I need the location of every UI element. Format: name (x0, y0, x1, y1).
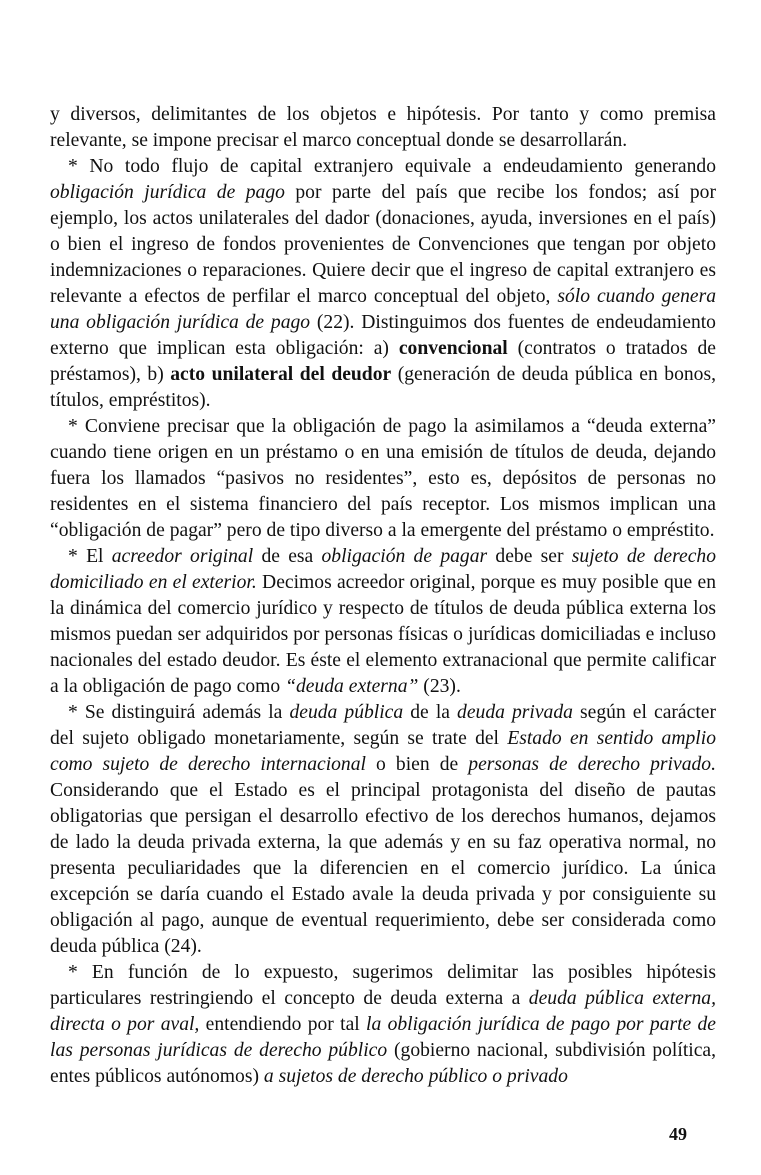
paragraph (50, 102, 716, 154)
text-segment: obligación de pagar (321, 546, 488, 567)
paragraph (50, 700, 716, 960)
text-segment: obligación jurídica de pago (50, 182, 285, 203)
text-segment: (generación de deuda pública en bonos, títulos, empréstitos). (50, 364, 716, 411)
text-segment: convencional (398, 338, 508, 359)
paragraph (50, 960, 716, 1090)
paragraph (50, 544, 716, 700)
text-segment: (23). (418, 676, 461, 697)
text-segment: * No todo flujo de capital extranjero equivale a endeudamiento generando (68, 156, 716, 177)
text-segment: a sujetos de derecho público o privado (263, 1066, 568, 1087)
text-segment: acreedor original (111, 546, 254, 567)
paragraph (50, 154, 716, 414)
text-segment: la obligación jurídica de pago por parte de las personas jurídicas de derecho público (50, 1014, 717, 1061)
text-segment: según el carácter del sujeto obligado monetariamente, según se trate del (50, 702, 716, 749)
page-number: 49 (669, 1124, 687, 1144)
text-segment: sujeto de derecho domiciliado en el exterior. (50, 546, 716, 593)
text-segment: deuda pública externa, directa o por aval, (50, 988, 716, 1035)
text-segment: “deuda externa” (285, 676, 419, 697)
text-segment: Estado en sentido amplio como sujeto de derecho internacional (50, 728, 716, 775)
text-segment: personas de derecho privado. (468, 754, 716, 775)
paragraph (50, 414, 716, 544)
text-segment: Decimos acreedor original, porque es muy posible que en la dinámica del comercio jurídico y respecto de títulos de deuda pública externa los mismos puedan ser adquiridos por personas físicas o jurídicas domiciliadas e incluso nacionales del estado deudor. Es éste el elemento extranacional que permite calificar a la obligación de pago como (50, 572, 716, 697)
text-segment: acto unilateral del deudor (170, 364, 392, 385)
text-segment: * El (68, 546, 112, 567)
text-segment: entendiendo por tal (199, 1014, 367, 1035)
text-segment: o bien de (365, 754, 469, 775)
text-segment: de esa (253, 546, 322, 567)
text-segment: por parte del país que recibe los fondos; así por ejemplo, los actos unilaterales del dador (donaciones, ayuda, inversiones en el país) o bien el ingreso de fondos provenientes de Convenciones que tengan por objeto indemnizaciones o reparaciones. Quiere decir que el ingreso de capital extranjero es relevante a efectos de perfilar el marco conceptual del objeto, (50, 182, 716, 307)
text-segment: (22). Distinguimos dos fuentes de endeudamiento externo que implican esta obligación: a) (50, 312, 716, 359)
text-segment: y diversos, delimitantes de los objetos e hipótesis. Por tanto y como premisa relevante, se impone precisar el marco conceptual donde se desarrollarán. (50, 104, 716, 151)
text-segment: debe ser (487, 546, 572, 567)
text-segment: deuda privada (457, 702, 573, 723)
body-text (50, 102, 716, 1090)
text-segment: sólo cuando genera una obligación jurídica de pago (50, 286, 716, 333)
text-segment: de la (403, 702, 458, 723)
text-segment: Considerando que el Estado es el principal protagonista del diseño de pautas obligatorias que persigan el desarrollo efectivo de los derechos humanos, dejamos de lado la deuda privada externa, la que además y en su faz operativa normal, no presenta peculiaridades que la diferencien en el comercio jurídico. La única excepción se daría cuando el Estado avale la deuda privada y por consiguiente su obligación al pago, aunque de eventual requerimiento, debe ser considerada como deuda pública (24). (50, 780, 716, 957)
text-segment: * En función de lo expuesto, sugerimos delimitar las posibles hipótesis particulares restringiendo el concepto de deuda externa a (50, 962, 716, 1009)
text-segment: deuda pública (289, 702, 404, 723)
text-segment: * Conviene precisar que la obligación de pago la asimilamos a “deuda externa” cuando tiene origen en un préstamo o en una emisión de títulos de deuda, dejando fuera los llamados “pasivos no residentes”, esto es, depósitos de personas no residentes en el sistema financiero del país receptor. Los mismos implican una “obligación de pagar” pero de tipo diverso a la emergente del préstamo o empréstito. (50, 416, 716, 541)
text-segment: * Se distinguirá además la (68, 702, 290, 723)
text-segment: (gobierno nacional, subdivisión política, entes públicos autónomos) (50, 1040, 716, 1087)
text-segment: (contratos o tratados de préstamos), b) (50, 338, 716, 385)
